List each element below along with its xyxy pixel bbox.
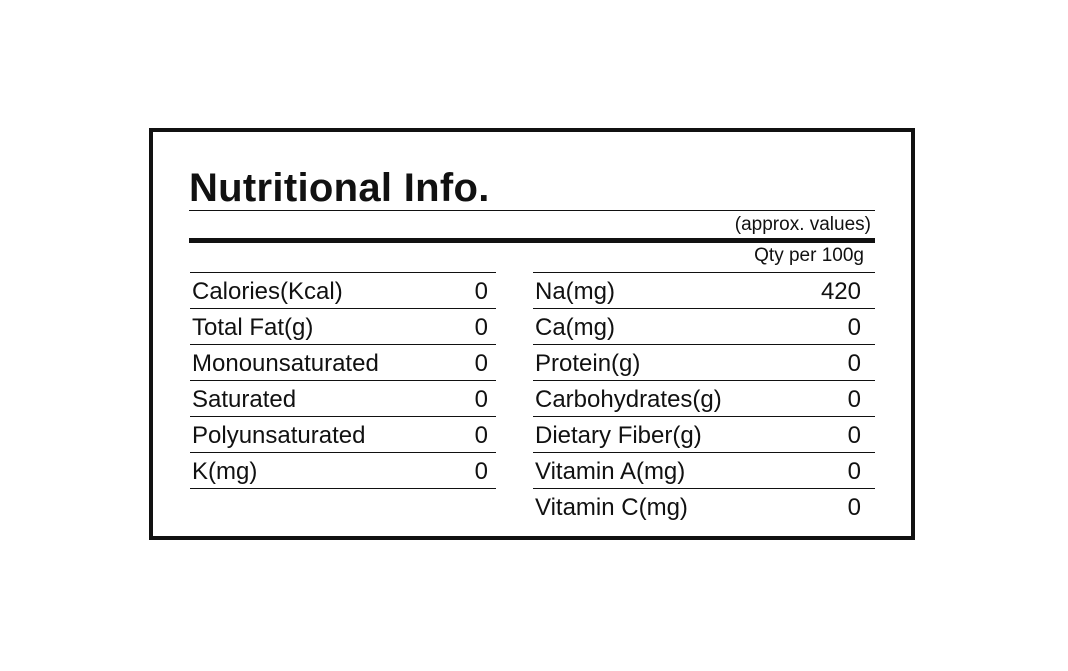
nutrient-row: [190, 345, 496, 381]
nutrient-label: Ca(mg): [535, 314, 616, 341]
nutrient-label: Dietary Fiber(g): [535, 422, 702, 449]
nutrient-value: 0: [474, 422, 488, 449]
nutrient-value: 0: [474, 278, 488, 305]
nutrient-label: Saturated: [192, 386, 297, 413]
approx-values-note: (approx. values): [734, 214, 871, 235]
nutrient-row: [190, 309, 496, 345]
nutrient-label: Total Fat(g): [192, 314, 314, 341]
quantity-note: Qty per 100g: [754, 245, 864, 266]
nutrient-table-left: [190, 272, 496, 489]
nutrient-label: Polyunsaturated: [192, 422, 366, 449]
nutrient-label: Protein(g): [535, 350, 641, 377]
nutrient-row: [533, 273, 875, 309]
header-divider: [189, 238, 875, 243]
nutrient-value: 0: [474, 314, 488, 341]
nutrient-value: 0: [847, 386, 861, 413]
nutrient-row: [533, 381, 875, 417]
nutrient-value: 0: [474, 458, 488, 485]
nutrient-row: [190, 273, 496, 309]
nutrient-value: 0: [474, 350, 488, 377]
nutrient-label: Monounsaturated: [192, 350, 379, 377]
nutrient-value: 0: [847, 350, 861, 377]
nutrient-value: 420: [820, 278, 861, 305]
nutrient-value: 0: [847, 422, 861, 449]
nutrient-label: Carbohydrates(g): [535, 386, 722, 413]
nutrient-row: [190, 453, 496, 489]
nutrient-row: [533, 489, 875, 524]
nutrient-value: 0: [474, 386, 488, 413]
nutrient-table-right: [533, 272, 875, 524]
nutrient-label: Calories(Kcal): [192, 278, 343, 305]
nutrient-row: [533, 417, 875, 453]
page-title: Nutritional Info.: [189, 166, 490, 210]
nutrient-row: [533, 345, 875, 381]
nutrient-label: Vitamin A(mg): [535, 458, 686, 485]
nutrient-label: Na(mg): [535, 278, 616, 305]
nutrient-value: 0: [847, 494, 861, 521]
nutrient-row: [533, 453, 875, 489]
nutrient-value: 0: [847, 314, 861, 341]
nutrient-value: 0: [847, 458, 861, 485]
nutrient-label: K(mg): [192, 458, 258, 485]
nutrient-row: [533, 309, 875, 345]
nutrient-row: [190, 381, 496, 417]
title-divider: [189, 210, 875, 211]
nutrient-row: [190, 417, 496, 453]
nutrient-label: Vitamin C(mg): [535, 494, 688, 521]
